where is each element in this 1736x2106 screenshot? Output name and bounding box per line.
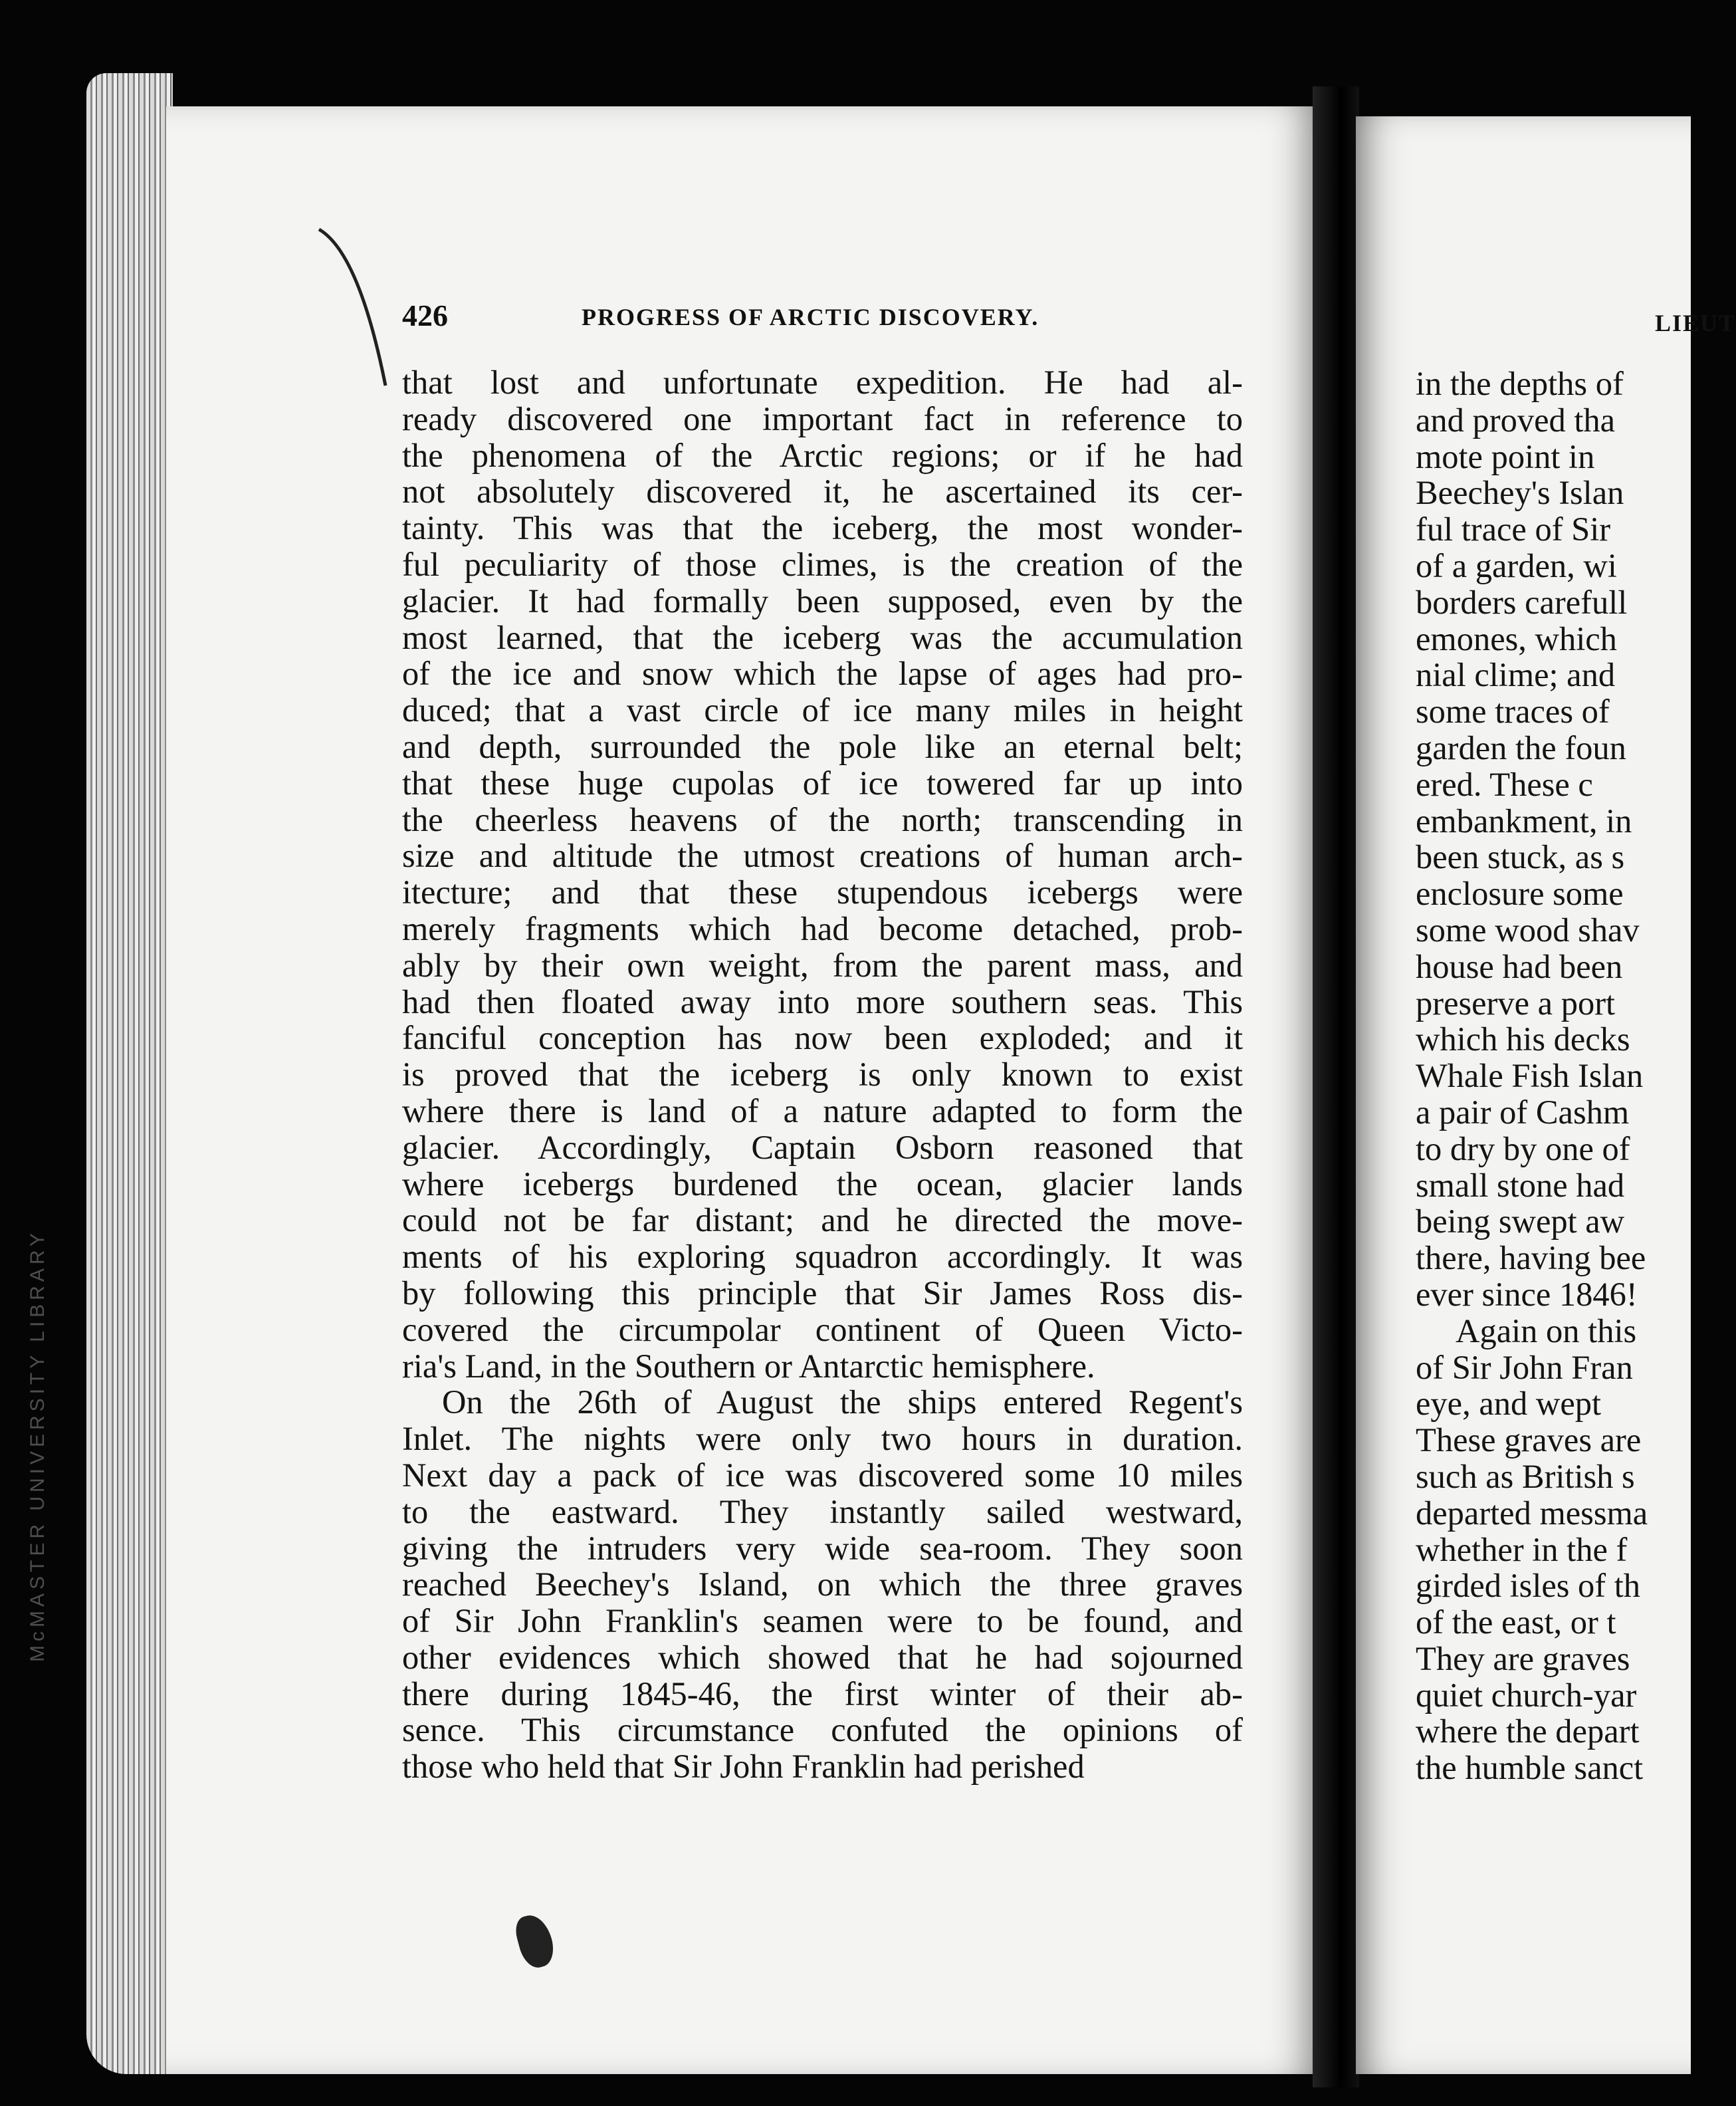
text-line: borders carefull	[1416, 583, 1628, 621]
text-line: small stone had	[1416, 1166, 1625, 1204]
text-line: mote point in	[1416, 437, 1595, 475]
text-line: ful peculiarity of those climes, is the creation of the	[402, 545, 1243, 583]
text-line: ably by their own weight, from the parent mass, and	[402, 946, 1243, 984]
text-line: most learned, that the iceberg was the accumulation	[402, 618, 1243, 656]
text-line: departed messma	[1416, 1494, 1648, 1532]
text-line: to the eastward. They instantly sailed westward,	[402, 1492, 1243, 1530]
text-line: merely fragments which had become detached, prob-	[402, 909, 1243, 947]
running-head	[402, 298, 1240, 338]
text-line: of Sir John Fran	[1416, 1348, 1633, 1386]
text-line: nial clime; and	[1416, 656, 1616, 694]
text-line: other evidences which showed that he had sojourned	[402, 1638, 1243, 1676]
text-line: that these huge cupolas of ice towered far up into	[402, 764, 1243, 802]
text-line: and depth, surrounded the pole like an eternal belt;	[402, 727, 1243, 765]
text-line: by following this principle that Sir James Ross dis-	[402, 1274, 1243, 1312]
text-line: reached Beechey's Island, on which the three graves	[402, 1566, 1243, 1603]
text-line: itecture; and that these stupendous icebergs were	[402, 874, 1243, 911]
text-line: the humble sanct	[1416, 1749, 1644, 1787]
text-line: glacier. It had formally been supposed, even by the	[402, 582, 1243, 620]
text-line: of a garden, wi	[1416, 546, 1617, 584]
text-line: some wood shav	[1416, 911, 1640, 949]
text-line: Inlet. The nights were only two hours in duration.	[402, 1420, 1243, 1458]
text-line: size and altitude the utmost creations of human arch-	[402, 837, 1243, 875]
text-line: such as British s	[1416, 1457, 1635, 1495]
text-line: glacier. Accordingly, Captain Osborn reasoned that	[402, 1128, 1243, 1166]
text-line: had then floated away into more southern seas. This	[402, 983, 1243, 1020]
library-stamp-text: McMASTER UNIVERSITY LIBRARY	[27, 1229, 49, 1662]
text-line: to dry by one of	[1416, 1129, 1630, 1167]
text-line: where the depart	[1416, 1712, 1640, 1750]
text-line: could not be far distant; and he directed the move-	[402, 1201, 1243, 1239]
page-number: 426	[402, 298, 448, 332]
text-line: ria's Land, in the Southern or Antarctic hemisphere.	[402, 1347, 1095, 1385]
left-page-text	[402, 364, 1243, 1785]
text-line: On the 26th of August the ships entered Regent's	[442, 1383, 1243, 1421]
text-line: covered the circumpolar continent of Queen Victo-	[402, 1310, 1243, 1348]
book-page-edges	[86, 73, 173, 2074]
pencil-mark-icon	[312, 226, 412, 392]
text-line: duced; that a vast circle of ice many miles in height	[402, 691, 1243, 729]
text-line: ments of his exploring squadron accordingly. It was	[402, 1238, 1243, 1276]
text-line: tainty. This was that the iceberg, the most wonder-	[402, 509, 1243, 547]
text-line: preserve a port	[1416, 984, 1616, 1022]
text-line: not absolutely discovered it, he ascertained its cer-	[402, 473, 1243, 511]
text-line: Beechey's Islan	[1416, 474, 1624, 512]
text-line: ready discovered one important fact in reference to	[402, 400, 1243, 437]
text-line: a pair of Cashm	[1416, 1093, 1630, 1131]
text-line: Whale Fish Islan	[1416, 1057, 1644, 1095]
text-line: those who held that Sir John Franklin had perished	[402, 1748, 1085, 1786]
text-line: ered. These c	[1416, 765, 1593, 803]
text-line: Next day a pack of ice was discovered some 10 miles	[402, 1456, 1243, 1494]
text-line: there, having bee	[1416, 1239, 1646, 1277]
text-line: being swept aw	[1416, 1203, 1625, 1240]
text-line: and proved tha	[1416, 401, 1616, 439]
text-line: enclosure some	[1416, 875, 1624, 913]
text-line: fanciful conception has now been exploded; and it	[402, 1019, 1243, 1057]
book-gutter	[1313, 86, 1359, 2087]
right-page	[1356, 116, 1736, 2074]
text-line: embankment, in	[1416, 802, 1632, 840]
text-line: emones, which	[1416, 620, 1617, 657]
text-line: garden the foun	[1416, 729, 1626, 766]
text-line: giving the intruders very wide sea-room. They soon	[402, 1529, 1243, 1567]
text-line: where there is land of a nature adapted to form the	[402, 1092, 1243, 1129]
text-line: girded isles of th	[1416, 1567, 1641, 1605]
text-line: Again on this	[1456, 1312, 1637, 1349]
text-line: in the depths of	[1416, 365, 1624, 402]
text-line: whether in the f	[1416, 1530, 1628, 1568]
text-line: quiet church-yar	[1416, 1676, 1637, 1714]
text-line: ever since 1846!	[1416, 1275, 1638, 1313]
text-line: is proved that the iceberg is only known to exist	[402, 1056, 1243, 1094]
text-line: there during 1845-46, the first winter of their ab-	[402, 1675, 1243, 1712]
running-head-title: PROGRESS OF ARCTIC DISCOVERY.	[582, 304, 1039, 330]
text-line: These graves are	[1416, 1421, 1642, 1459]
text-line: some traces of	[1416, 693, 1610, 731]
text-line: They are graves	[1416, 1639, 1630, 1677]
text-line: of the ice and snow which the lapse of ages had pro-	[402, 655, 1243, 693]
text-line: eye, and wept	[1416, 1385, 1602, 1423]
right-page-text	[1416, 366, 1648, 1786]
text-line: of Sir John Franklin's seamen were to be found, and	[402, 1602, 1243, 1640]
text-line: where icebergs burdened the ocean, glacier lands	[402, 1165, 1243, 1203]
text-line: of the east, or t	[1416, 1603, 1616, 1641]
text-line: been stuck, as s	[1416, 838, 1625, 876]
text-line: ful trace of Sir	[1416, 511, 1611, 548]
text-line: house had been	[1416, 947, 1623, 985]
right-running-head: LIEUT	[1655, 310, 1736, 336]
text-line: sence. This circumstance confuted the opinions of	[402, 1711, 1243, 1749]
text-line: the phenomena of the Arctic regions; or if he had	[402, 436, 1243, 474]
text-line: which his decks	[1416, 1020, 1630, 1058]
text-line: the cheerless heavens of the north; transcending in	[402, 800, 1243, 838]
text-line: that lost and unfortunate expedition. He had al-	[402, 364, 1243, 401]
